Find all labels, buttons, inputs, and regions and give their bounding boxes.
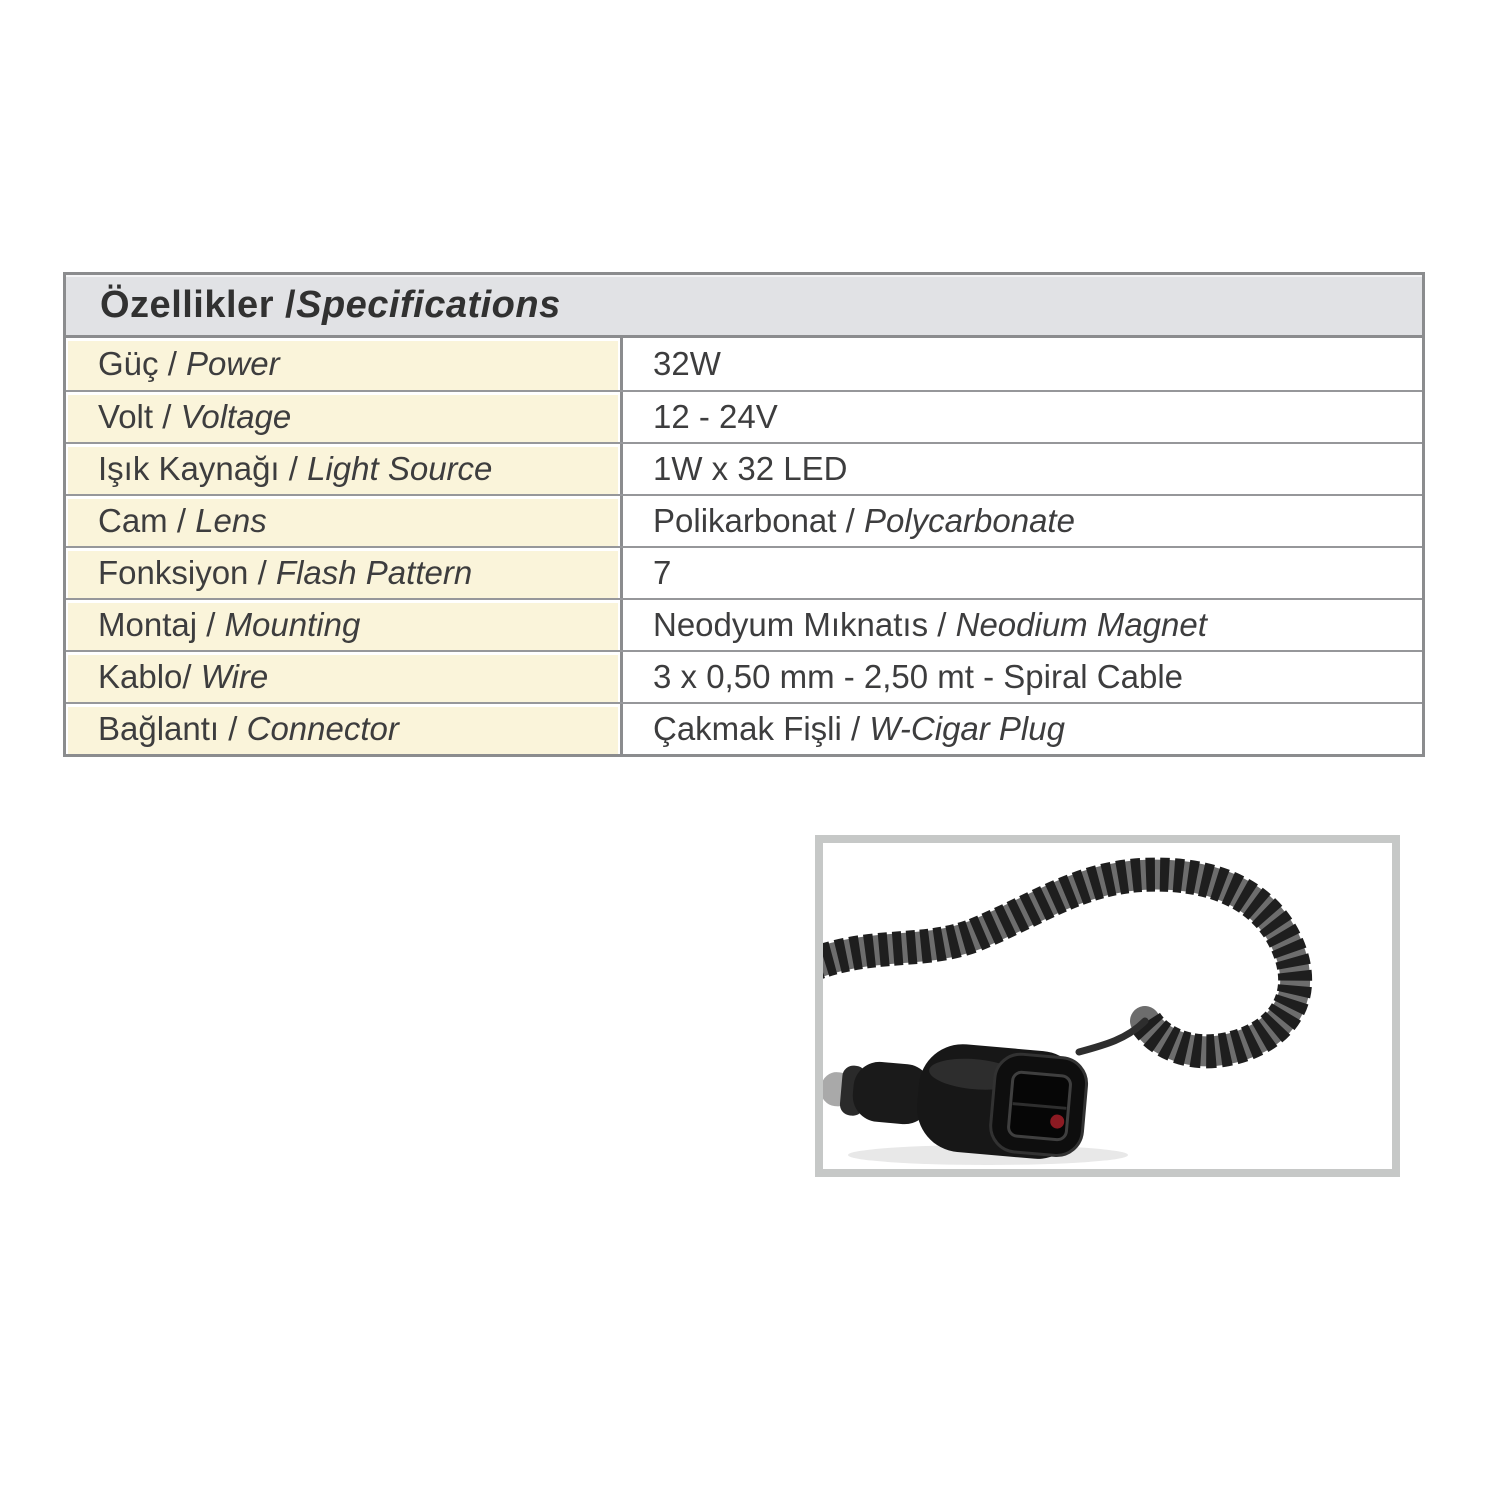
table-row-power — [66, 338, 1422, 390]
row-label — [66, 600, 620, 650]
table-row-voltage — [66, 390, 1422, 442]
table-row-light-source — [66, 442, 1422, 494]
label-turkish: Fonksiyon / — [98, 554, 276, 591]
label-english: Flash Pattern — [275, 554, 473, 591]
label-turkish: Kablo/ — [98, 658, 201, 695]
value-text: 12 - 24V — [653, 398, 778, 435]
spec-table-title-turkish: Özellikler / — [100, 283, 297, 326]
label-english: Mounting — [224, 606, 361, 643]
table-row-connector — [66, 702, 1422, 754]
value-text: 3 x 0,50 mm - 2,50 mt - Spiral Cable — [653, 658, 1184, 695]
row-label — [66, 444, 620, 494]
spec-table-header — [66, 275, 1422, 338]
spec-table — [63, 272, 1425, 757]
cigar-plug-spiral-cable-photo — [823, 843, 1392, 1169]
table-row-lens — [66, 494, 1422, 546]
label-english: Wire — [200, 658, 269, 695]
row-label — [66, 392, 620, 442]
label-turkish: Montaj / — [98, 606, 225, 643]
row-value — [620, 338, 1422, 390]
row-label — [66, 704, 620, 754]
value-text: Polikarbonat / — [653, 502, 864, 539]
product-photo-frame — [815, 835, 1400, 1177]
row-value — [620, 600, 1422, 650]
row-label — [66, 548, 620, 598]
row-value — [620, 444, 1422, 494]
value-english: Polycarbonate — [863, 502, 1075, 539]
label-english: Voltage — [180, 398, 292, 435]
label-english: Power — [186, 345, 280, 382]
row-label — [66, 496, 620, 546]
label-english: Light Source — [307, 450, 493, 487]
row-value — [620, 392, 1422, 442]
value-text: Çakmak Fişli / — [653, 710, 870, 747]
table-row-flash-pattern — [66, 546, 1422, 598]
label-turkish: Işık Kaynağı / — [98, 450, 308, 487]
label-turkish: Volt / — [98, 398, 181, 435]
label-english: Lens — [195, 502, 267, 539]
table-row-wire — [66, 650, 1422, 702]
label-turkish: Cam / — [98, 502, 196, 539]
value-english: Neodium Magnet — [955, 606, 1207, 643]
row-label — [66, 338, 620, 390]
label-turkish: Güç / — [98, 345, 187, 382]
spiral-cable-graphic — [823, 875, 1295, 1052]
value-text: Neodyum Mıknatıs / — [653, 606, 956, 643]
row-value — [620, 652, 1422, 702]
row-value — [620, 496, 1422, 546]
label-english: Connector — [246, 710, 399, 747]
value-text: 32W — [653, 345, 721, 382]
row-label — [66, 652, 620, 702]
power-switch-graphic — [1008, 1072, 1071, 1141]
row-value — [620, 704, 1422, 754]
value-text: 1W x 32 LED — [653, 450, 848, 487]
cigar-plug-graphic — [823, 1032, 1089, 1163]
spec-table-title-english: Specifications — [296, 283, 561, 326]
value-text: 7 — [653, 554, 672, 591]
label-turkish: Bağlantı / — [98, 710, 247, 747]
row-value — [620, 548, 1422, 598]
table-row-mounting — [66, 598, 1422, 650]
value-english: W-Cigar Plug — [869, 710, 1065, 747]
